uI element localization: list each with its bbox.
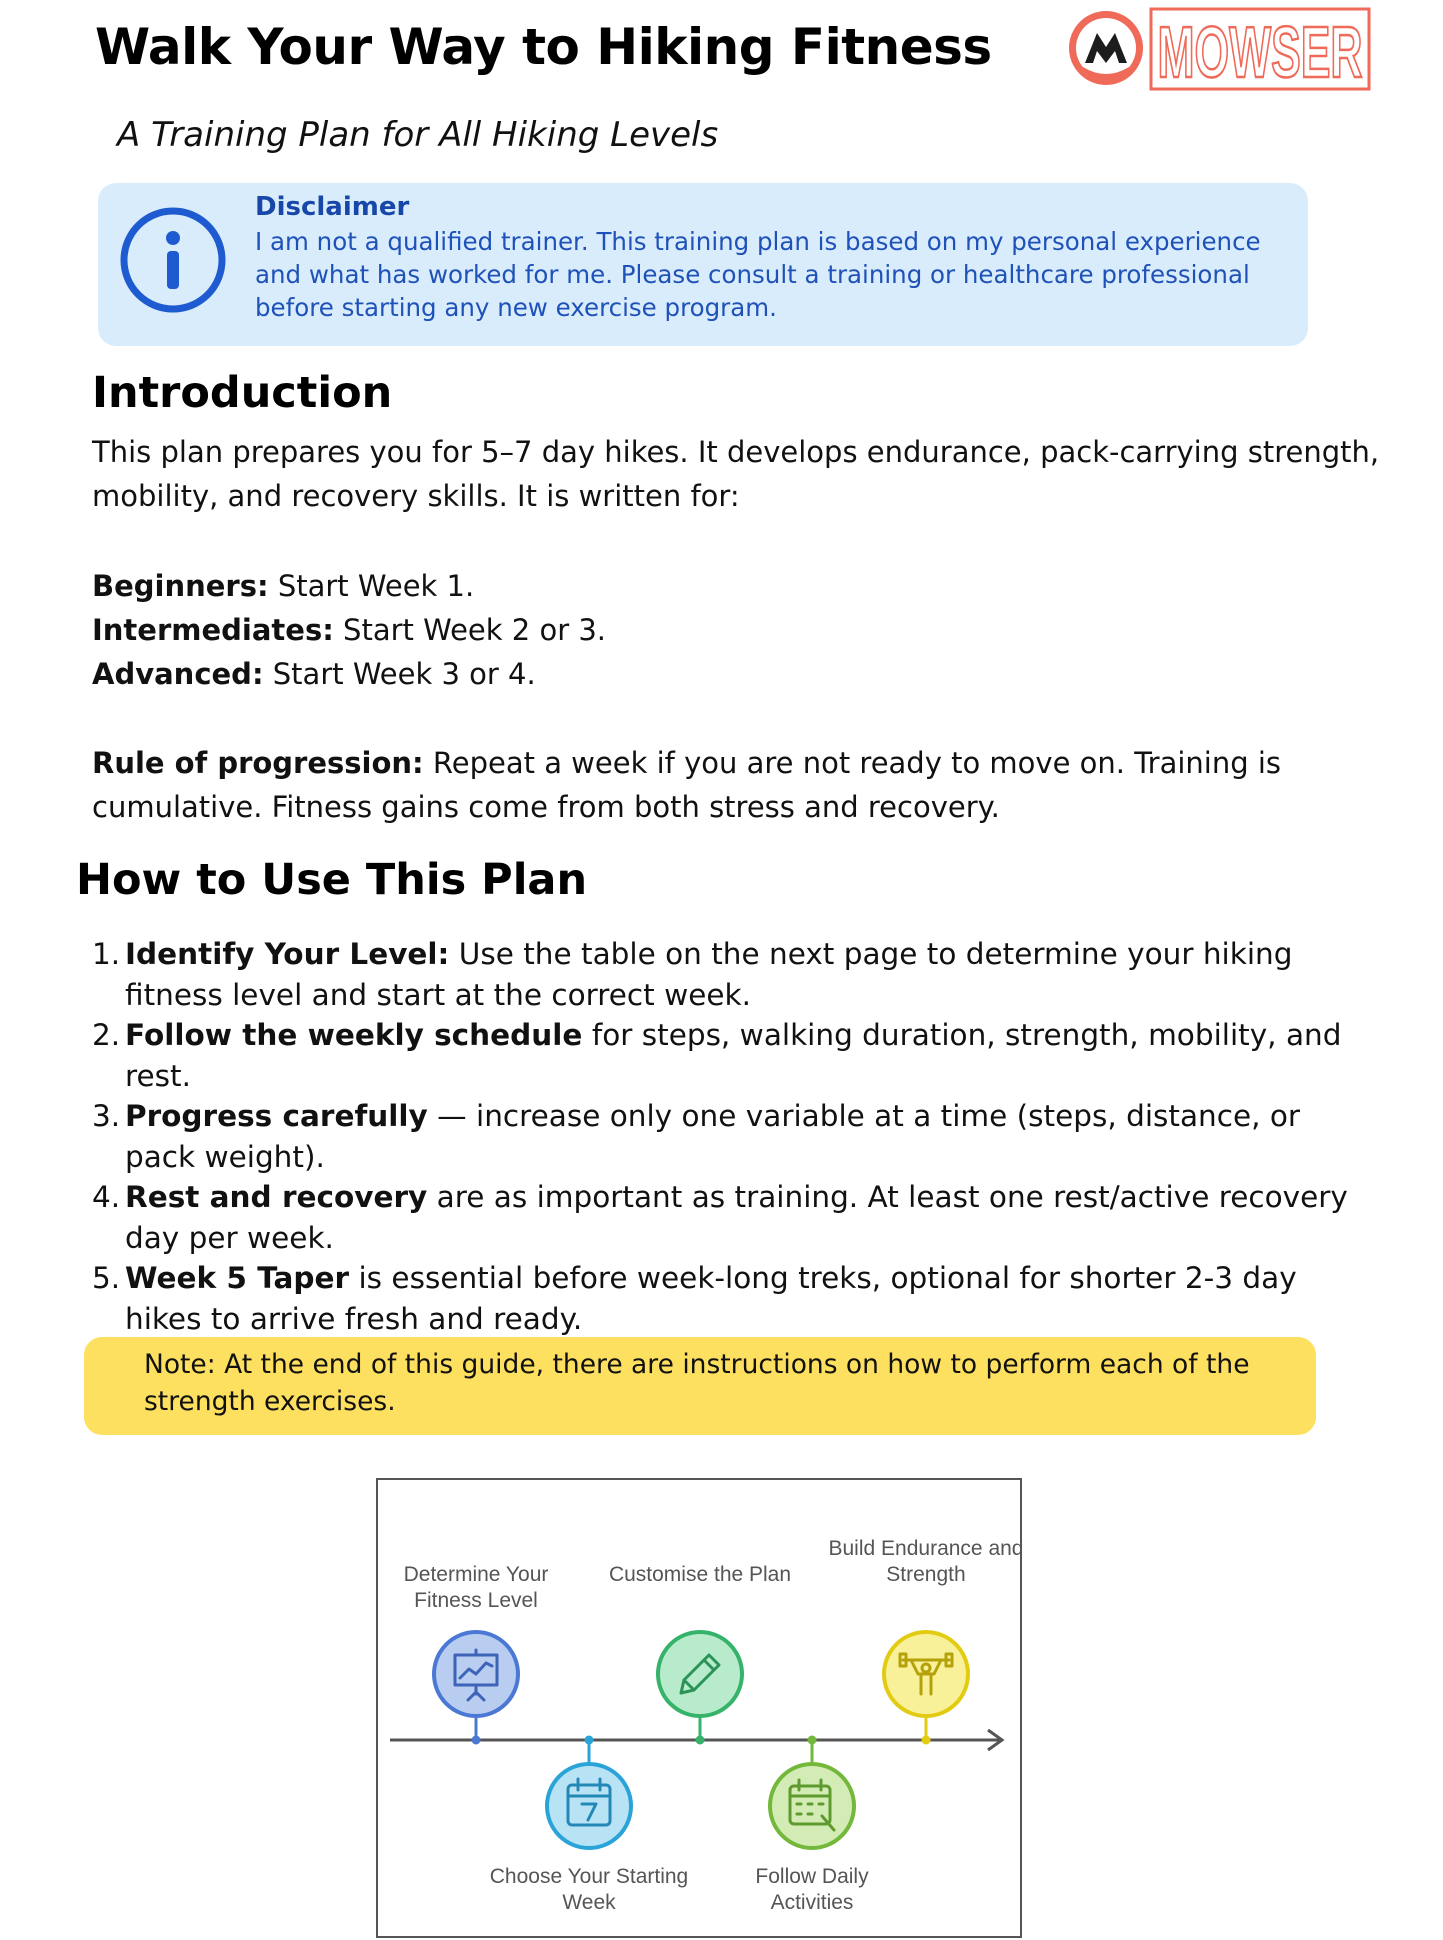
disclaimer-text: I am not a qualified trainer. This training plan is based on my personal experience and what has worked for me. Please consult a training or healthcare professional before starting any new exercise program. — [255, 227, 1261, 322]
info-icon — [118, 205, 228, 315]
step-daily-activities — [770, 1736, 854, 1849]
disclaimer-title: Disclaimer — [255, 192, 410, 222]
step-choose-week — [547, 1736, 631, 1849]
step-label-determine: Determine Your Fitness Level — [403, 1563, 549, 1612]
step-customise-plan — [658, 1632, 742, 1745]
logo-text: MOWSER — [1157, 13, 1363, 91]
note-text: Note: At the end of this guide, there are instructions on how to perform each of the strength exercises. — [144, 1349, 1250, 1417]
step-label-build: Build Endurance and Strength — [828, 1537, 1024, 1586]
level-intermediates: Intermediates: Start Week 2 or 3. — [92, 613, 607, 647]
introduction-heading: Introduction — [92, 368, 393, 418]
note-box — [84, 1337, 1316, 1435]
how-to-use-heading: How to Use This Plan — [76, 855, 588, 905]
disclaimer-box — [98, 183, 1308, 346]
level-list — [92, 564, 1092, 696]
level-advanced: Advanced: Start Week 3 or 4. — [92, 657, 536, 691]
step-label-customise: Customise the Plan — [608, 1563, 792, 1586]
page-title: Walk Your Way to Hiking Fitness — [95, 18, 992, 76]
list-item: 2. Follow the weekly schedule for steps, walking duration, strength, mobility, and rest. — [92, 1018, 1342, 1093]
step-label-follow: Follow Daily Activities — [755, 1865, 869, 1914]
list-item: 4. Rest and recovery are as important as training. At least one rest/active recovery day per week. — [92, 1180, 1348, 1255]
page-subtitle: A Training Plan for All Hiking Levels — [117, 115, 719, 155]
rule-of-progression: Rule of progression: Repeat a week if you are not ready to move on. Training is cumulative. Fitness gains come from both stress and recovery. — [92, 746, 1282, 824]
how-to-use-steps — [92, 934, 1352, 1339]
list-item: 1. Identify Your Level: Use the table on the next page to determine your hiking fitness level and start at the correct week. — [92, 937, 1293, 1012]
step-label-choose: Choose Your Starting Week — [489, 1865, 689, 1914]
mowser-logo — [1063, 5, 1373, 91]
timeline-diagram — [376, 1478, 1022, 1938]
step-build-endurance — [884, 1632, 968, 1745]
list-item: 3. Progress carefully — increase only one variable at a time (steps, distance, or pack weight). — [92, 1099, 1301, 1174]
level-beginners: Beginners: Start Week 1. — [92, 569, 475, 603]
step-determine-level — [434, 1632, 518, 1745]
list-item: 5. Week 5 Taper is essential before week-long treks, optional for shorter 2-3 day hikes to arrive fresh and ready. — [92, 1261, 1297, 1336]
introduction-paragraph: This plan prepares you for 5–7 day hikes. It develops endurance, pack-carrying strength, mobility, and recovery skills. It is written for: — [92, 435, 1380, 513]
